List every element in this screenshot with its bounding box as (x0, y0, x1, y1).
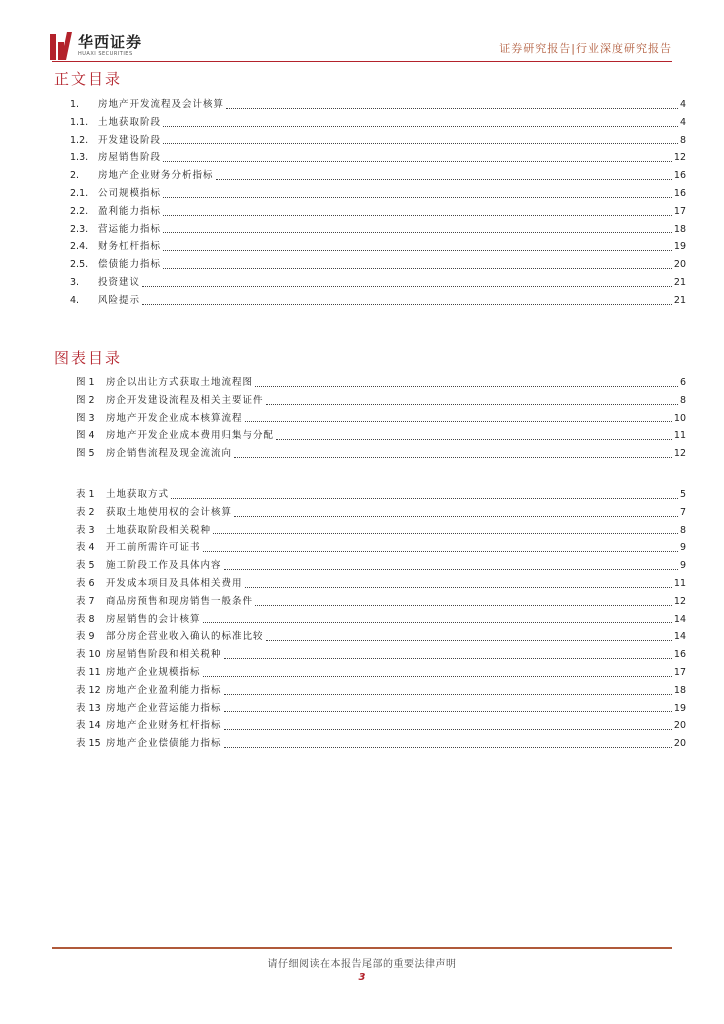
table-entry-label: 房屋销售的会计核算 (106, 613, 201, 625)
dot-leader (224, 568, 678, 570)
page-header (0, 0, 724, 64)
toc-entry[interactable] (70, 114, 686, 132)
figure-entry-label: 房企以出让方式获取土地流程图 (106, 377, 254, 388)
toc-entry-label: 房屋销售阶段 (98, 152, 162, 164)
toc-entry[interactable] (70, 256, 686, 274)
toc-entry-number: 2. (70, 170, 80, 182)
table-entry-page: 17 (673, 666, 686, 678)
table-entry-page: 19 (673, 702, 686, 714)
dot-leader (266, 403, 678, 405)
table-entry-page: 11 (673, 577, 686, 589)
toc-entry[interactable] (70, 292, 686, 310)
table-entry-number: 表 1 (76, 489, 95, 500)
toc-entry-page: 21 (673, 276, 686, 288)
toc-entry[interactable] (70, 149, 686, 167)
table-entry-number: 表 11 (76, 666, 101, 678)
toc-entry-label: 公司规模指标 (98, 187, 162, 199)
toc-entry-label: 营运能力指标 (98, 223, 162, 235)
figure-entry-page: 6 (679, 377, 686, 388)
toc-entry-label: 投资建议 (98, 276, 141, 288)
dot-leader (245, 586, 672, 588)
table-entry-label: 开工前所需许可证书 (106, 542, 201, 554)
table-entry-page: 5 (679, 489, 686, 500)
table-entry-number: 表 10 (76, 649, 101, 661)
dot-leader (226, 107, 678, 109)
table-entry-number: 表 6 (76, 577, 95, 589)
figure-entry[interactable] (76, 410, 686, 428)
figure-entry[interactable] (76, 392, 686, 410)
dot-leader (163, 267, 672, 269)
figure-entry[interactable] (76, 427, 686, 445)
toc-entry-page: 16 (673, 170, 686, 182)
table-entry[interactable] (76, 611, 686, 629)
table-entry-page: 14 (673, 613, 686, 625)
toc-list (70, 96, 686, 310)
dot-leader (224, 693, 672, 695)
toc-entry-page: 12 (673, 152, 686, 164)
table-entry[interactable] (76, 557, 686, 575)
table-entry-page: 7 (679, 506, 686, 518)
dot-leader (234, 515, 678, 517)
table-entry-page: 9 (679, 560, 686, 572)
figure-entry[interactable] (76, 445, 686, 463)
dot-leader (203, 675, 672, 677)
toc-entry-page: 17 (673, 205, 686, 217)
figure-entry-label: 房地产开发企业成本核算流程 (106, 412, 243, 424)
toc-entry-page: 19 (673, 241, 686, 253)
table-entry-number: 表 3 (76, 524, 95, 536)
table-entry[interactable] (76, 539, 686, 557)
toc-entry-number: 3. (70, 276, 80, 288)
table-entry-label: 房地产企业财务杠杆指标 (106, 720, 222, 732)
table-entry[interactable] (76, 700, 686, 718)
table-entry-label: 房地产企业盈利能力指标 (106, 684, 222, 696)
table-list (76, 486, 686, 753)
toc-entry-number: 1.3. (70, 152, 89, 164)
legal-disclaimer: 请仔细阅读在本报告尾部的重要法律声明 (267, 959, 457, 970)
dot-leader (255, 385, 678, 387)
huaxi-logo (50, 30, 142, 62)
dot-leader (163, 160, 672, 162)
dot-leader (163, 249, 672, 251)
dot-leader (255, 604, 672, 606)
toc-entry-page: 16 (673, 187, 686, 199)
table-entry-number: 表 12 (76, 684, 101, 696)
figure-entry-number: 图 2 (76, 394, 95, 406)
table-entry-page: 9 (679, 542, 686, 554)
table-entry-number: 表 4 (76, 542, 95, 554)
table-entry[interactable] (76, 486, 686, 504)
header-divider (52, 61, 672, 62)
toc-entry[interactable] (70, 203, 686, 221)
table-entry[interactable] (76, 593, 686, 611)
table-entry-page: 12 (673, 595, 686, 607)
table-entry-number: 表 13 (76, 702, 101, 714)
dot-leader (224, 710, 672, 712)
figure-entry-page: 8 (679, 394, 686, 406)
toc-entry-page: 4 (679, 116, 686, 128)
dot-leader (142, 303, 672, 305)
table-entry[interactable] (76, 735, 686, 753)
dot-leader (213, 532, 678, 534)
toc-entry-label: 财务杠杆指标 (98, 241, 162, 253)
table-entry-page: 20 (673, 738, 686, 750)
table-entry-label: 获取土地使用权的会计核算 (106, 506, 233, 518)
dot-leader (171, 497, 678, 499)
table-entry-number: 表 9 (76, 631, 95, 643)
toc-entry[interactable] (70, 238, 686, 256)
table-entry[interactable] (76, 682, 686, 700)
toc-entry-number: 1. (70, 99, 80, 110)
table-entry-page: 14 (673, 631, 686, 643)
table-entry-label: 土地获取阶段相关税种 (106, 524, 212, 536)
dot-leader (224, 657, 672, 659)
toc-entry[interactable] (70, 185, 686, 203)
figure-entry-label: 房企开发建设流程及相关主要证件 (106, 394, 264, 406)
figure-entry-page: 10 (673, 412, 686, 424)
figure-entry-number: 图 4 (76, 430, 95, 442)
dot-leader (163, 231, 672, 233)
toc-entry-page: 20 (673, 259, 686, 271)
table-entry-page: 18 (673, 684, 686, 696)
dot-leader (142, 285, 672, 287)
dot-leader (216, 178, 672, 180)
table-entry-label: 部分房企营业收入确认的标准比较 (106, 631, 264, 643)
toc-entry-page: 18 (673, 223, 686, 235)
dot-leader (163, 142, 678, 144)
toc-entry-number: 1.2. (70, 134, 89, 146)
dot-leader (224, 746, 672, 748)
figure-entry-number: 图 3 (76, 412, 95, 424)
toc-title: 正文目录 (54, 70, 123, 88)
table-entry-number: 表 2 (76, 506, 95, 518)
toc-entry-label: 风险提示 (98, 294, 141, 306)
dot-leader (203, 621, 672, 623)
table-entry-number: 表 7 (76, 595, 95, 607)
figure-entry-number: 图 1 (76, 377, 95, 388)
figure-entry-page: 12 (673, 448, 686, 460)
report-type: 证券研究报告|行业深度研究报告 (499, 42, 672, 55)
toc-entry-label: 土地获取阶段 (98, 116, 162, 128)
toc-entry[interactable] (70, 96, 686, 114)
toc-entry-label: 房地产开发流程及会计核算 (98, 99, 225, 110)
table-entry[interactable] (76, 664, 686, 682)
toc-entry-label: 偿债能力指标 (98, 259, 162, 271)
toc-entry[interactable] (70, 274, 686, 292)
table-entry-page: 20 (673, 720, 686, 732)
table-entry[interactable] (76, 717, 686, 735)
table-entry[interactable] (76, 575, 686, 593)
toc-entry-number: 4. (70, 294, 80, 306)
dot-leader (224, 728, 672, 730)
table-entry-page: 16 (673, 649, 686, 661)
footer-divider (52, 947, 672, 949)
toc-entry[interactable] (70, 167, 686, 185)
toc-entry-label: 房地产企业财务分析指标 (98, 170, 214, 182)
toc-entry-page: 8 (679, 134, 686, 146)
toc-entry-number: 1.1. (70, 116, 89, 128)
dot-leader (203, 550, 678, 552)
toc-entry-number: 2.2. (70, 205, 89, 217)
logo-chinese-name: 华西证券 (78, 33, 143, 51)
figure-entry-label: 房企销售流程及现金流流向 (106, 448, 233, 460)
table-entry-number: 表 8 (76, 613, 95, 625)
toc-entry-label: 盈利能力指标 (98, 205, 162, 217)
toc-entry-label: 开发建设阶段 (98, 134, 162, 146)
table-entry-page: 8 (679, 524, 686, 536)
table-entry-label: 房地产企业偿债能力指标 (106, 738, 222, 750)
table-entry-number: 表 14 (76, 720, 101, 732)
table-entry[interactable] (76, 646, 686, 664)
figure-list (76, 374, 686, 463)
figure-entry[interactable] (76, 374, 686, 392)
dot-leader (163, 196, 672, 198)
toc-entry-number: 2.5. (70, 259, 89, 271)
logo-mark-icon (50, 32, 72, 60)
table-entry-number: 表 5 (76, 560, 95, 572)
table-entry-number: 表 15 (76, 738, 101, 750)
page-number: 3 (358, 972, 366, 983)
toc-entry-page: 21 (673, 294, 686, 306)
figure-entry-label: 房地产开发企业成本费用归集与分配 (106, 430, 275, 442)
toc-entry[interactable] (70, 132, 686, 150)
table-entry[interactable] (76, 628, 686, 646)
dot-leader (276, 438, 672, 440)
dot-leader (245, 420, 672, 422)
figures-title: 图表目录 (54, 349, 123, 367)
toc-entry-page: 4 (679, 99, 686, 110)
table-entry-label: 开发成本项目及具体相关费用 (106, 577, 243, 589)
dot-leader (234, 456, 672, 458)
logo-english-name: HUAXI SECURITIES (78, 51, 133, 57)
toc-entry-number: 2.3. (70, 223, 89, 235)
toc-entry-number: 2.1. (70, 187, 89, 199)
figure-entry-page: 11 (673, 430, 686, 442)
table-entry-label: 房地产企业营运能力指标 (106, 702, 222, 714)
dot-leader (163, 125, 678, 127)
table-entry-label: 房屋销售阶段和相关税种 (106, 649, 222, 661)
figure-entry-number: 图 5 (76, 448, 95, 460)
dot-leader (163, 214, 672, 216)
table-entry-label: 施工阶段工作及具体内容 (106, 560, 222, 572)
table-entry[interactable] (76, 522, 686, 540)
toc-entry-number: 2.4. (70, 241, 89, 253)
table-entry-label: 商品房预售和现房销售一般条件 (106, 595, 254, 607)
table-entry-label: 房地产企业规模指标 (106, 666, 201, 678)
dot-leader (266, 639, 672, 641)
table-entry-label: 土地获取方式 (106, 489, 170, 500)
toc-entry[interactable] (70, 221, 686, 239)
table-entry[interactable] (76, 504, 686, 522)
